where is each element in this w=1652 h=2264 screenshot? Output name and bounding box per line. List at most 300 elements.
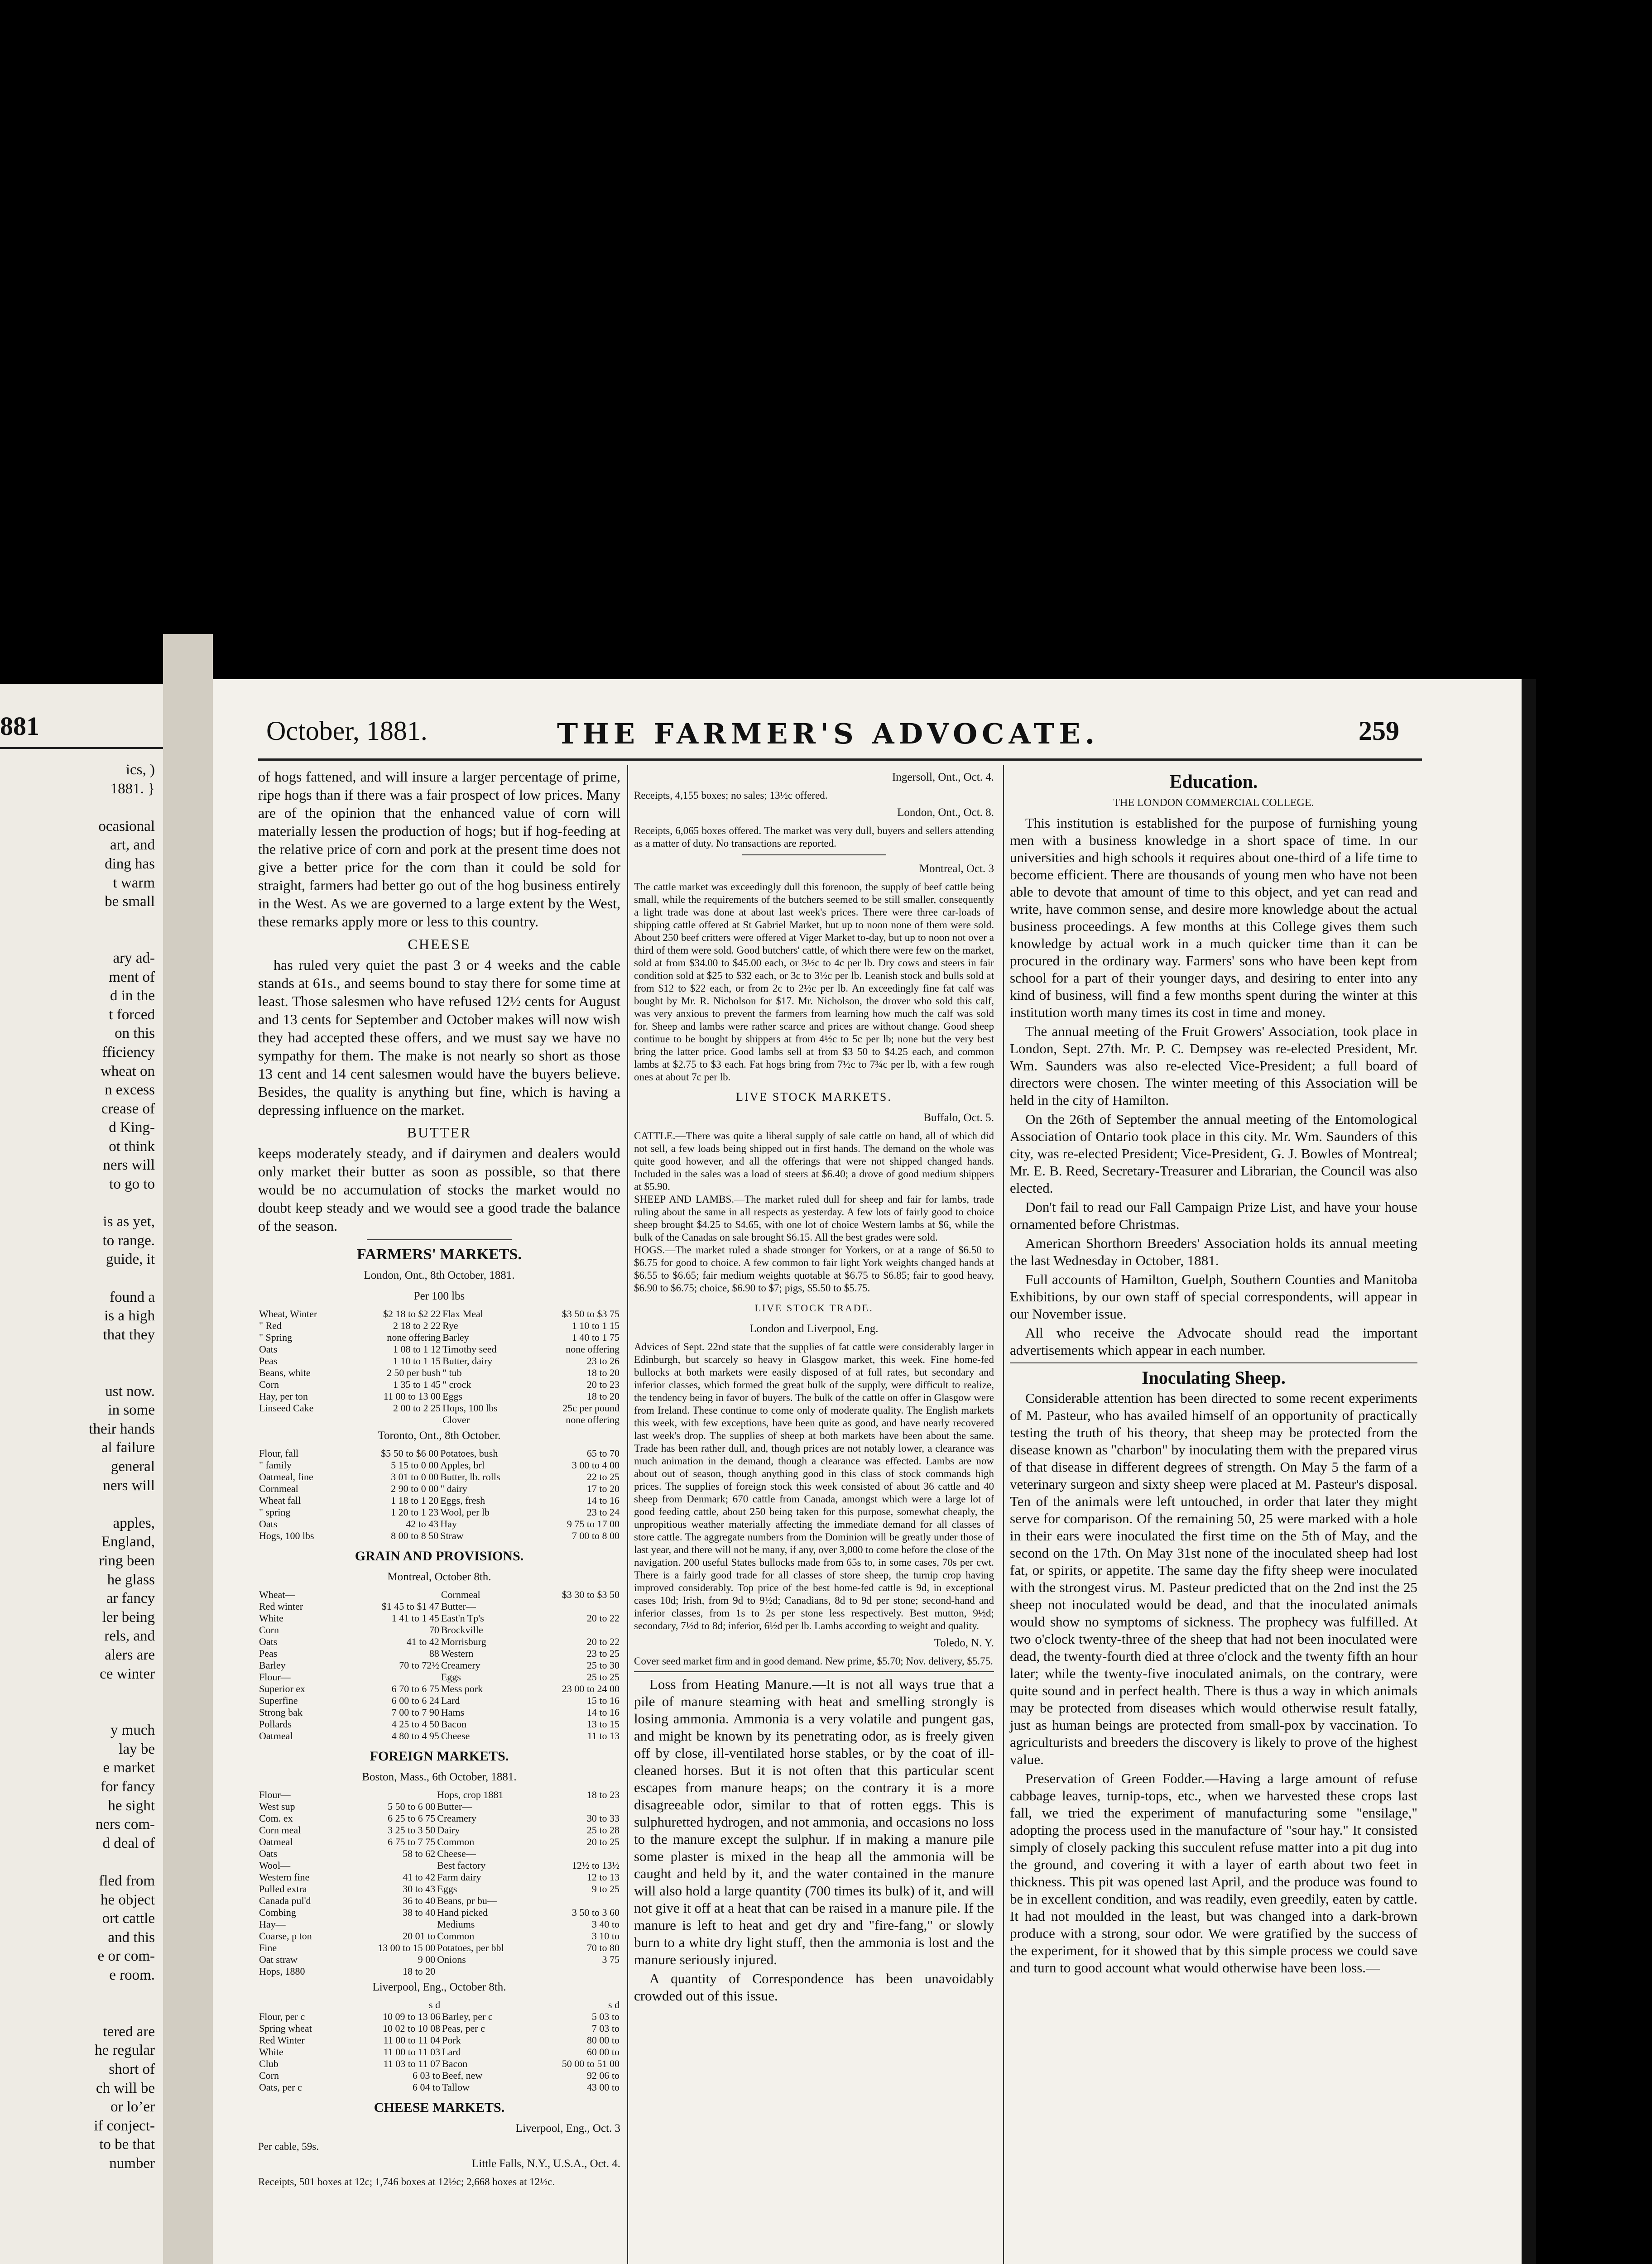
table-row <box>258 1836 620 1848</box>
table-cell: Hops, 100 lbs <box>442 1402 498 1414</box>
table-row <box>258 1801 620 1813</box>
table-row <box>258 1402 620 1414</box>
foreign-markets-heading: FOREIGN MARKETS. <box>370 1749 509 1764</box>
table-cell: 1 41 to 1 45 <box>391 1612 439 1624</box>
table-row <box>258 1671 620 1683</box>
table-cell: Wool, per lb <box>440 1506 490 1518</box>
left-page-text-fragments: ics, ) 1881. } ocasional art, and ding has t warm be small ary ad- ment of d in the t forced on this fficiency wheat on n excess crease of d King- ot think ners will to go to is as yet, to range. guide, it found a is a high that they ust now. in some their hands al failure general ners will apples, England, ring been he glass ar fancy ler being rels, and alers are ce winter y much lay be e market for fancy he sight ners com- d deal of fled from he object ort cattle and this e or com- e room. tered are he regular short of ch will be or lo’er if conject- to be that number <box>89 762 155 2172</box>
table-cell: 10 02 to 10 08 <box>382 2023 441 2034</box>
table-cell: 43 00 to <box>586 2082 620 2093</box>
table-cell: Pork <box>442 2034 461 2046</box>
table-row <box>258 2034 620 2046</box>
table-cell: Beans, pr bu— <box>437 1895 497 1906</box>
table-row <box>258 1683 620 1695</box>
boston-market-dateline: Boston, Mass., 6th October, 1881. <box>362 1771 517 1783</box>
table-row <box>258 1730 620 1742</box>
table-cell: Red winter <box>259 1601 303 1612</box>
table-cell: 2 18 to 2 22 <box>393 1320 441 1331</box>
column-3 <box>1010 767 1417 1978</box>
table-cell: Western fine <box>259 1871 310 1883</box>
table-row <box>258 1459 620 1471</box>
table-cell: Fine <box>259 1942 277 1953</box>
table-cell: Oats <box>259 1518 278 1530</box>
table-cell: Spring wheat <box>259 2023 312 2034</box>
table-cell: 3 40 to <box>591 1919 620 1930</box>
table-cell: 25 to 30 <box>586 1660 620 1671</box>
table-cell: 60 00 to <box>586 2046 620 2058</box>
farmers-markets-heading: FARMERS' MARKETS. <box>357 1246 522 1263</box>
table-cell: Cornmeal <box>441 1589 480 1600</box>
table-cell: 1 10 to 1 15 <box>571 1320 620 1331</box>
table-cell: 9 00 <box>418 1954 436 1965</box>
table-cell: Hams <box>441 1707 465 1718</box>
table-cell: 7 03 to <box>591 2023 620 2034</box>
table-cell: Butter— <box>441 1601 476 1612</box>
table-row <box>258 1860 620 1871</box>
table-row <box>258 1506 620 1518</box>
table-cell: Corn <box>259 2070 279 2081</box>
table-cell: Cheese <box>441 1730 470 1741</box>
table-row <box>258 1919 620 1930</box>
table-cell: 14 to 16 <box>586 1707 620 1718</box>
table-cell: 20 to 25 <box>586 1836 620 1847</box>
table-cell: Oatmeal, fine <box>259 1471 313 1482</box>
table-cell: 2 90 to 0 00 <box>391 1483 439 1494</box>
table-cell <box>520 1624 620 1636</box>
table-cell: White <box>259 2046 283 2058</box>
table-cell: 20 to 23 <box>586 1379 620 1390</box>
table-row <box>258 2058 620 2070</box>
table-cell: Mediums <box>437 1919 475 1930</box>
table-cell: Hay— <box>259 1919 286 1930</box>
table-row <box>258 2011 620 2023</box>
table-cell: Flour, per c <box>259 2011 305 2022</box>
table-cell: Beef, new <box>442 2070 483 2081</box>
london-market-table <box>258 1308 620 1426</box>
cheese-heading: CHEESE <box>408 936 471 952</box>
table-unit-row <box>258 1999 620 2011</box>
table-cell: 9 to 25 <box>591 1883 620 1895</box>
table-cell: $1 45 to $1 47 <box>381 1601 439 1612</box>
table-cell: 8 00 to 8 50 <box>391 1530 439 1541</box>
book-gutter <box>163 634 213 2264</box>
table-cell: Corn <box>259 1624 279 1636</box>
table-row <box>258 1848 620 1860</box>
table-cell: Rye <box>442 1320 458 1331</box>
table-cell: 3 25 to 3 50 <box>388 1824 436 1836</box>
table-cell: Barley, per c <box>442 2011 493 2022</box>
table-cell: Oatmeal <box>259 1836 293 1847</box>
table-cell: none offering <box>566 1343 620 1355</box>
page-edge <box>1522 679 1536 2264</box>
table-row <box>258 1343 620 1355</box>
table-cell: $3 50 to $3 75 <box>562 1308 620 1319</box>
london-market-dateline: London, Ont., 8th October, 1881. <box>364 1269 515 1281</box>
page-number: 259 <box>1359 716 1399 746</box>
table-cell: Hay <box>440 1518 457 1530</box>
table-cell: 1 35 to 1 45 <box>393 1379 441 1390</box>
table-cell: 30 to 43 <box>403 1883 436 1895</box>
table-cell: 3 10 to <box>591 1930 620 1942</box>
table-row <box>258 1601 620 1612</box>
london-liverpool-dateline: London and Liverpool, Eng. <box>749 1323 879 1335</box>
table-cell: Eggs <box>441 1671 461 1683</box>
table-cell: 4 80 to 4 95 <box>391 1730 439 1741</box>
table-cell: West sup <box>259 1801 295 1812</box>
table-cell: 6 00 to 6 24 <box>391 1695 439 1706</box>
table-cell: 5 15 to 0 00 <box>391 1459 439 1471</box>
table-row <box>258 1954 620 1966</box>
table-cell: Lard <box>441 1695 460 1706</box>
montreal-cattle-paragraph: The cattle market was exceedingly dull this forenoon, the supply of beef cattle being small, while the requirements of the butchers seemed to be still smaller, consequently a light trade was done at about last week's prices. There were three car-loads of shipping cattle offered at St Gabriel Market, but up to noon none of them were sold. About 250 beef critters were offered at Viger Market to-day, but up to noon not over a third of them were sold. Good butchers' cattle, of which there were few on the market, sold at from $34.00 to $45.00 each, or 3½c to 4c per lb. Dry cows and steers in fair condition sold at $25 to $32 each, or 3c to 3½c per lb. Leanish stock and bulls sold at from $12 to $22 each, or from 2c to 2½c per lb. An exceedingly fine fat calf was bought by Mr. R. Nicholson for $17. Mr. Nicholson, the drover who sold this calf, was very anxious to prevent the farmers from learning how much the calf was sold for. Sheep and lambs were rather scarce and prices are without change. Good sheep continue to be bought by shippers at from 4½c to 5c per lb; none but the very best bring the latter price. Good lambs sell at from $3 50 to $4.25 each, and common lambs at $2.75 to $3 each. Fat hogs bring from 7½c to 7¾c per lb, with a few rough ones at about 7c per lb. <box>634 881 994 1083</box>
table-cell: 25 to 25 <box>586 1671 620 1683</box>
table-cell <box>436 1966 543 1977</box>
table-cell: 14 to 16 <box>586 1495 620 1506</box>
table-cell: Brockville <box>441 1624 483 1636</box>
left-page-fragment <box>0 684 163 2264</box>
table-cell: 1 08 to 1 12 <box>393 1343 441 1355</box>
table-cell: " Spring <box>259 1332 293 1343</box>
table-cell: 12½ to 13½ <box>571 1860 620 1871</box>
table-row <box>258 2023 620 2034</box>
table-cell: 70 <box>429 1624 439 1636</box>
table-cell: 18 to 20 <box>586 1367 620 1378</box>
inoculating-sheep-heading: Inoculating Sheep. <box>1142 1367 1286 1388</box>
table-cell: Creamery <box>437 1813 477 1824</box>
table-cell <box>543 1966 620 1977</box>
table-cell: 38 to 40 <box>403 1907 436 1918</box>
table-cell: 7 00 to 8 00 <box>571 1530 620 1541</box>
liverpool-market-table <box>258 1999 620 2093</box>
little-falls-paragraph: Receipts, 501 boxes at 12c; 1,746 boxes at 12½c; 2,668 boxes at 12½c. <box>258 2176 555 2187</box>
ingersoll-dateline: Ingersoll, Ont., Oct. 4. <box>892 771 994 783</box>
table-row <box>258 1648 620 1660</box>
table-cell: 13 to 15 <box>586 1718 620 1730</box>
shorthorn-paragraph: American Shorthorn Breeders' Association holds its annual meeting the last Wednesday in October, 1881. <box>1010 1235 1417 1268</box>
table-cell: Hops, 1880 <box>259 1966 305 1977</box>
table-cell: $3 30 to $3 50 <box>562 1589 620 1600</box>
table-cell: 1 40 to 1 75 <box>571 1332 620 1343</box>
table-cell: 23 00 to 24 00 <box>562 1683 620 1694</box>
table-cell: Superfine <box>259 1695 298 1706</box>
table-row <box>258 1448 620 1459</box>
table-cell: Barley <box>442 1332 469 1343</box>
table-cell: 25 to 28 <box>586 1824 620 1836</box>
manure-paragraph: Loss from Heating Manure.—It is not all ways true that a pile of manure steaming with heat and smelling strongly is losing ammonia. Ammonia is a very volatile and pungent gas, and might be known by its penetrating odor, as is freely given off by close, ill-ventilated horse stables, or by the coat of ill-cleaned horses. But it is not often that this particular scent escapes from manure heaps; on the contrary it is a more disagreeable odor, similar to that of rotten eggs. This is sulphuretted hydrogen, and not ammonia, and occasions no loss to the manure except the sulphur. If in making a manure pile some plaster is mixed in the heap all the ammonia will be caught and held by it, and the water contained in the manure will also hold a large quantity (700 times its bulk) of it, and will not give it off at a heat that can be raised in a manure pile. If the manure is left to heat and get dry and "fire-fang," or slowly burn to a white dry light stuff, then the ammonia is lost and the manure seriously injured. <box>634 1676 994 1967</box>
table-cell <box>258 1999 346 2011</box>
table-cell: 20 01 to <box>403 1930 436 1942</box>
table-cell: Oatmeal <box>259 1730 293 1741</box>
table-cell: 15 to 16 <box>586 1695 620 1706</box>
table-cell: Linseed Cake <box>259 1402 314 1414</box>
table-cell: Oats <box>259 1848 278 1859</box>
table-cell: Oat straw <box>259 1954 298 1965</box>
table-row <box>258 2082 620 2093</box>
table-row <box>258 1624 620 1636</box>
table-cell: Combing <box>259 1907 296 1918</box>
table-cell: 23 to 26 <box>586 1355 620 1367</box>
header-rule <box>258 758 1422 761</box>
table-row <box>258 1871 620 1883</box>
table-cell: 23 to 24 <box>586 1506 620 1518</box>
table-cell: Peas <box>259 1355 278 1367</box>
table-cell <box>344 1860 437 1871</box>
table-cell: Dairy <box>437 1824 460 1836</box>
table-cell: s d <box>608 1999 620 2010</box>
table-cell: 3 01 to 0 00 <box>391 1471 439 1482</box>
table-cell: 3 75 <box>602 1954 620 1965</box>
montreal-market-dateline: Montreal, October 8th. <box>387 1571 491 1583</box>
table-cell: Timothy seed <box>442 1343 497 1355</box>
table-cell: Wool— <box>259 1860 291 1871</box>
divider <box>634 1671 994 1672</box>
cheese-markets-heading: CHEESE MARKETS. <box>374 2100 505 2115</box>
issue-date: October, 1881. <box>266 716 427 746</box>
toledo-paragraph: Cover seed market firm and in good demand. New prime, $5.70; Nov. delivery, $5.75. <box>634 1655 993 1667</box>
table-cell: 65 to 70 <box>586 1448 620 1459</box>
table-row <box>258 1813 620 1824</box>
table-cell: 3 00 to 4 00 <box>571 1459 620 1471</box>
table-cell: $5 50 to $6 00 <box>381 1448 439 1459</box>
table-cell <box>258 1414 350 1426</box>
table-cell: 20 to 22 <box>586 1612 620 1624</box>
table-cell: Oats <box>259 1343 278 1355</box>
live-stock-trade-heading: LIVE STOCK TRADE. <box>754 1302 874 1314</box>
table-row <box>258 1695 620 1707</box>
exhibitions-paragraph: Full accounts of Hamilton, Guelph, Southern Counties and Manitoba Exhibitions, by our own staff of special correspondents, will appear in our November issue. <box>1010 1271 1417 1322</box>
toronto-market-table <box>258 1448 620 1542</box>
table-cell: Lard <box>442 2046 461 2058</box>
grain-provisions-heading: GRAIN AND PROVISIONS. <box>355 1549 524 1564</box>
boston-market-table <box>258 1789 620 1977</box>
table-row <box>258 1930 620 1942</box>
table-cell: none offering <box>387 1332 441 1343</box>
table-row <box>258 1367 620 1379</box>
table-cell: Onions <box>437 1954 466 1965</box>
table-cell: Farm dairy <box>437 1871 481 1883</box>
table-cell: none offering <box>566 1414 620 1425</box>
left-page-number: 881 <box>0 711 39 741</box>
table-cell: Club <box>259 2058 279 2069</box>
table-cell: 36 to 40 <box>403 1895 436 1906</box>
divider <box>1010 1362 1417 1363</box>
table-cell: 3 50 to 3 60 <box>571 1907 620 1918</box>
buffalo-paragraph: CATTLE.—There was quite a liberal supply of sale cattle on hand, all of which did not sell, a few loads being shipped out in first hands. The demand on the whole was quite good however, and all the offerings that were not shipped changed hands. Included in the sales was a load of steers at $6.40; a drove of good medium shippers at $5.90. SHEEP AND LAMBS.—The market ruled dull for sheep and fair for lambs, trade ruling about the same in all respects as yesterday. A few lots of fairly good to choice sheep brought $4.25 to $4.65, with one lot of choice Western lambs at $6, while the bulk of the Canadas on sale brought $6.15. All the best grades were sold. HOGS.—The market ruled a shade stronger for Yorkers, or at a range of $6.50 to $6.75 for good to choice. A few common to fair light York weights changed hands at $6.55 to $6.65; fair medium weights quotable at $6.75 to $6.85; fair to good heavy, $6.90 to $6.75; choice, $6.90 to $7; pigs, $5.50 to $5.75. <box>634 1130 994 1294</box>
table-row <box>258 1907 620 1919</box>
table-cell: 88 <box>429 1648 439 1659</box>
table-cell: 4 25 to 4 50 <box>391 1718 439 1730</box>
table-cell: Potatoes, per bbl <box>437 1942 504 1953</box>
table-cell: East'n Tp's <box>441 1612 484 1624</box>
table-cell: Com. ex <box>259 1813 293 1824</box>
table-cell: 18 to 20 <box>403 1966 436 1977</box>
montreal-market-table <box>258 1589 620 1742</box>
table-cell: 1 10 to 1 15 <box>393 1355 441 1367</box>
table-cell: 23 to 25 <box>586 1648 620 1659</box>
table-row <box>258 1320 620 1332</box>
table-cell: Barley <box>259 1660 286 1671</box>
table-cell: 70 to 72½ <box>399 1660 439 1671</box>
table-row <box>258 1660 620 1671</box>
table-cell <box>344 1789 437 1801</box>
table-cell: 50 00 to 51 00 <box>562 2058 620 2069</box>
table-cell: Wheat fall <box>259 1495 301 1506</box>
table-row <box>258 1612 620 1624</box>
table-cell <box>543 1801 620 1813</box>
table-cell: 13 00 to 15 00 <box>378 1942 436 1953</box>
table-cell <box>350 1414 442 1426</box>
table-cell: Pulled extra <box>259 1883 307 1895</box>
table-row <box>258 1824 620 1836</box>
table-cell: Apples, brl <box>440 1459 485 1471</box>
table-cell: Eggs <box>442 1391 463 1402</box>
table-cell: Peas <box>259 1648 278 1659</box>
table-cell: 20 to 22 <box>586 1636 620 1647</box>
table-cell: Hops, crop 1881 <box>437 1789 504 1800</box>
table-cell: Wheat— <box>259 1589 295 1600</box>
table-cell: Straw <box>440 1530 464 1541</box>
table-cell: 6 04 to <box>412 2082 441 2093</box>
table-row <box>258 1332 620 1343</box>
table-cell: 70 to 80 <box>586 1942 620 1953</box>
table-cell: Eggs <box>437 1883 457 1895</box>
table-cell: Corn <box>259 1379 279 1390</box>
table-cell: Oats <box>259 1636 278 1647</box>
newspaper-page <box>213 679 1522 2264</box>
table-cell: 6 75 to 7 75 <box>388 1836 436 1847</box>
table-cell: 25c per pound <box>562 1402 620 1414</box>
table-cell: Flour— <box>259 1789 291 1800</box>
table-cell: Superior ex <box>259 1683 306 1694</box>
table-cell: Creamery <box>441 1660 480 1671</box>
table-cell: $2 18 to $2 22 <box>383 1308 441 1319</box>
table-cell: s d <box>429 1999 441 2010</box>
table-row <box>258 1966 620 1977</box>
table-cell: 22 to 25 <box>586 1471 620 1482</box>
table-cell <box>543 1848 620 1860</box>
table-cell: 6 70 to 6 75 <box>391 1683 439 1694</box>
table-row <box>258 1391 620 1402</box>
college-subheading: THE LONDON COMMERCIAL COLLEGE. <box>1113 797 1314 809</box>
table-cell: Western <box>441 1648 474 1659</box>
table-row <box>258 2070 620 2082</box>
little-falls-dateline: Little Falls, N.Y., U.S.A., Oct. 4. <box>471 2158 620 2170</box>
table-cell: 1 20 to 1 23 <box>391 1506 439 1518</box>
table-cell: 11 00 to 11 03 <box>383 2046 441 2058</box>
masthead-title: THE FARMER'S ADVOCATE. <box>557 717 1100 750</box>
fruit-growers-paragraph: The annual meeting of the Fruit Growers' Association, took place in London, Sept. 27th. Mr. P. C. Dempsey was re-elected President, Mr. Wm. Saunders was also re-elected Vice-President; a full board of directors were chosen. The winter meeting of this Association will be held in the city of Hamilton. <box>1010 1023 1417 1108</box>
table-cell: Butter, lb. rolls <box>440 1471 500 1482</box>
table-row <box>258 1483 620 1495</box>
table-cell: 11 to 13 <box>587 1730 620 1741</box>
table-cell: " dairy <box>440 1483 467 1494</box>
table-cell: Bacon <box>442 2058 468 2069</box>
inoculating-paragraph: Considerable attention has been directed to some recent experiments of M. Pasteur, who has availed himself of an opportunity of practically testing the truth of his theory, that sheep may be protected from the disease known as "charbon" by inoculating them with the prepared virus of that disease in different degrees of strength. On May 5 the farm of a veterinary surgeon and sixty sheep were placed at M. Pasteur's disposal. Ten of the animals were left untouched, in order that later they might serve for comparison. Of the remaining 50, 25 were marked with a hole in their ears were inoculated the first time on the 5th of May, and the second on the 17th. On May 31st none of the inoculated sheep had lost fat, or spirits, or appetite. The same day the fifty sheep were inoculated with the strongest virus. M. Pasteur predicted that on the 2nd inst the 25 sheep not inoculated would be dead, and that the inoculated animals would show no symptoms of sickness. The prophecy was fulfilled. At two o'clock twenty-three of the sheep that had not been inoculated were dead, the twenty-fourth died at three o'clock and the twenty fifth an hour later; while the twenty-five inoculated animals, on the contrary, were quite sound and in perfect health. There is thus a way in which animals may be protected from diseases which would otherwise result fatally, just as human beings are protected from small-pox by vaccination. To agriculturists and breeders the discovery is likely to prove of the highest value. <box>1010 1390 1417 1767</box>
table-cell: Red Winter <box>259 2034 305 2046</box>
table-row <box>258 1530 620 1542</box>
entomological-paragraph: On the 26th of September the annual meeting of the Entomological Association of Ontario took place in this city. Mr. Wm. Saunders of this city, was re-elected President; Vice-President, G. J. Bowles of Montreal; Mr. E. B. Reed, Secretary-Treasurer and Librarian, the Council was also elected. <box>1010 1111 1417 1196</box>
education-heading: Education. <box>1169 772 1258 792</box>
table-cell: Common <box>437 1930 475 1942</box>
london-cheese-paragraph: Receipts, 6,065 boxes offered. The market was very dull, buyers and sellers attending as a matter of duty. No transactions are reported. <box>634 825 994 849</box>
table-cell: 2 00 to 2 25 <box>393 1402 441 1414</box>
table-cell: Strong bak <box>259 1707 303 1718</box>
table-cell: 42 to 43 <box>406 1518 439 1530</box>
hogs-paragraph: of hogs fattened, and will insure a larger percentage of prime, ripe hogs than if there was a fair prospect of low prices. Many are of the opinion that the enhanced value of corn will materially lessen the production of hogs; but if hog-feeding at the relative price of corn and pork at the present time does not give a better price for the corn than it could be sold for straight, farmers had better go out of the hog business entirely in the West. As we are governed to a large extent by the West, these remarks apply more or less to this country. <box>258 768 620 930</box>
table-row <box>258 2046 620 2058</box>
table-cell: " family <box>259 1459 292 1471</box>
table-cell: Butter— <box>437 1801 472 1812</box>
table-cell: 9 75 to 17 00 <box>567 1518 620 1530</box>
prize-list-paragraph: Don't fail to read our Fall Campaign Prize List, and have your house ornamented before Christmas. <box>1010 1199 1417 1232</box>
liverpool-market-dateline: Liverpool, Eng., October 8th. <box>372 1981 506 1993</box>
table-cell: Coarse, p ton <box>259 1930 312 1942</box>
table-cell: 5 50 to 6 00 <box>388 1801 436 1812</box>
left-page-rule <box>0 747 163 749</box>
table-cell <box>543 1895 620 1907</box>
table-row <box>258 1495 620 1506</box>
divider <box>367 1239 512 1240</box>
table-cell: Eggs, fresh <box>440 1495 485 1506</box>
buffalo-dateline: Buffalo, Oct. 5. <box>923 1112 994 1124</box>
table-cell: 92 06 to <box>586 2070 620 2081</box>
advocate-paragraph: All who receive the Advocate should read the important advertisements which appear in each number. <box>1010 1325 1417 1358</box>
table-cell: 5 03 to <box>591 2011 620 2022</box>
table-cell: Oats, per c <box>259 2082 302 2093</box>
table-cell: Cheese— <box>437 1848 476 1859</box>
table-cell: 18 to 20 <box>586 1391 620 1402</box>
table-cell: Peas, per c <box>442 2023 485 2034</box>
table-cell: 6 25 to 6 75 <box>388 1813 436 1824</box>
table-row <box>258 1895 620 1907</box>
table-cell: 30 to 33 <box>586 1813 620 1824</box>
table-row <box>258 1589 620 1601</box>
table-row <box>258 1707 620 1718</box>
table-cell: 11 00 to 11 04 <box>383 2034 441 2046</box>
table-cell: Morrisburg <box>441 1636 486 1647</box>
table-cell: Bacon <box>441 1718 467 1730</box>
table-cell <box>344 1919 437 1930</box>
college-paragraph: This institution is established for the purpose of furnishing young men with a business knowledge in a short space of time. In our universities and high schools it requires about one-third of a life time to become efficient. There are thousands of young men who have not been able to devote that amount of time to this object, and yet can read and write, have common sense, and desire more knowledge about the actual business proceedings. A few months at this College gives them such knowledge by actual work in a much quicker time than it can be procured in the ordinary way. Farmers' sons who have been kept from school for a part of their younger days, and desiring to enter into any kind of business, will find a few months spent during the winter at this institution worth many times its cost in time and money. <box>1010 815 1417 1020</box>
table-cell: Best factory <box>437 1860 486 1871</box>
table-row <box>258 1414 620 1426</box>
london-cheese-dateline: London, Ont., Oct. 8. <box>897 806 994 819</box>
table-cell: " tub <box>442 1367 462 1378</box>
table-cell <box>520 1601 620 1612</box>
table-cell: Flax Meal <box>442 1308 483 1319</box>
table-cell <box>441 1999 525 2011</box>
table-row <box>258 1518 620 1530</box>
table-row <box>258 1789 620 1801</box>
cheese-liverpool-dateline: Liverpool, Eng., Oct. 3 <box>515 2122 620 2134</box>
table-row <box>258 1308 620 1320</box>
table-cell: Hand picked <box>437 1907 488 1918</box>
column-1 <box>258 767 620 2190</box>
table-cell: Butter, dairy <box>442 1355 493 1367</box>
cheese-paragraph: has ruled very quiet the past 3 or 4 weeks and the cable stands at 61s., and seems bound to stay there for some time at least. Those salesmen who have refused 12½ cents for August and 13 cents for September and October makes will now wish they had accepted these offers, and we must say we have no sympathy for them. The make is not nearly so short as those 13 cent and 14 cent salesmen would have the buyers believe. Besides, the quality is anything but fine, which is having a depressing influence on the market. <box>258 957 620 1118</box>
london-unit: Per 100 lbs <box>413 1290 465 1302</box>
table-cell: Hogs, 100 lbs <box>259 1530 314 1541</box>
column-rule <box>1003 765 1004 2264</box>
table-cell: Pollards <box>259 1718 292 1730</box>
table-cell: 6 03 to <box>412 2070 441 2081</box>
table-row <box>258 1718 620 1730</box>
london-liverpool-paragraph: Advices of Sept. 22nd state that the supplies of fat cattle were considerably larger in Edinburgh, but scarcely so heavy in Glasgow market, this week. Fine home-fed bullocks at both markets were easily disposed of at full rates, but secondary and inferior classes, which formed the great bulk of the supply, were difficult to realize, the tendency being in favor of buyers. The bulk of the cattle on offer in Glasgow were from Ireland. These continue to come only of moderate quality. The English markets this week, with few exceptions, have been quite as good, and have nearly recovered last week's drop. The supplies of sheep at both markets have been about the same. Trade has been rather dull, and, though prices are not notably lower, a clearance was much animation in the demand, though a clearance was effected. Lambs are now about out of season, though anything good in this class of stock commands high prices. The supplies of foreign stock this week consisted of about 36 cattle and 40 sheep from Denmark; 670 cattle from Canada, amongst which were a large lot of good feeding cattle, about 250 being taken for this purpose, somewhat cheaply, the unpropitious weather materially affecting the immediate demand for all classes of store cattle. The aggregate numbers from the Dominion will be greatly under those of last year, and there will not be many, if any, over 3,000 to come before the close of the navigation. 200 useful States bullocks made from 65s to, in some cases, 70s per cwt. There is a fairly good trade for all classes of store sheep, the turnip crop having improved considerably. Top price of the best home-fed cattle is 9d, in exceptional cases 10d; Irish, from 9d to 9½d; Canadians, 8d to 9d per stone; second-hand and inferior classes, from 1s to 2s per stone less respectively. Best mutton, 9½d; secondary, 7½d to 8d; inferior, 6½d per lb. Lambs according to weight and quality. <box>634 1341 994 1631</box>
table-row <box>258 1471 620 1483</box>
live-stock-markets-heading: LIVE STOCK MARKETS. <box>736 1090 892 1103</box>
toronto-market-dateline: Toronto, Ont., 8th October. <box>378 1429 501 1442</box>
table-cell: 18 to 23 <box>586 1789 620 1800</box>
